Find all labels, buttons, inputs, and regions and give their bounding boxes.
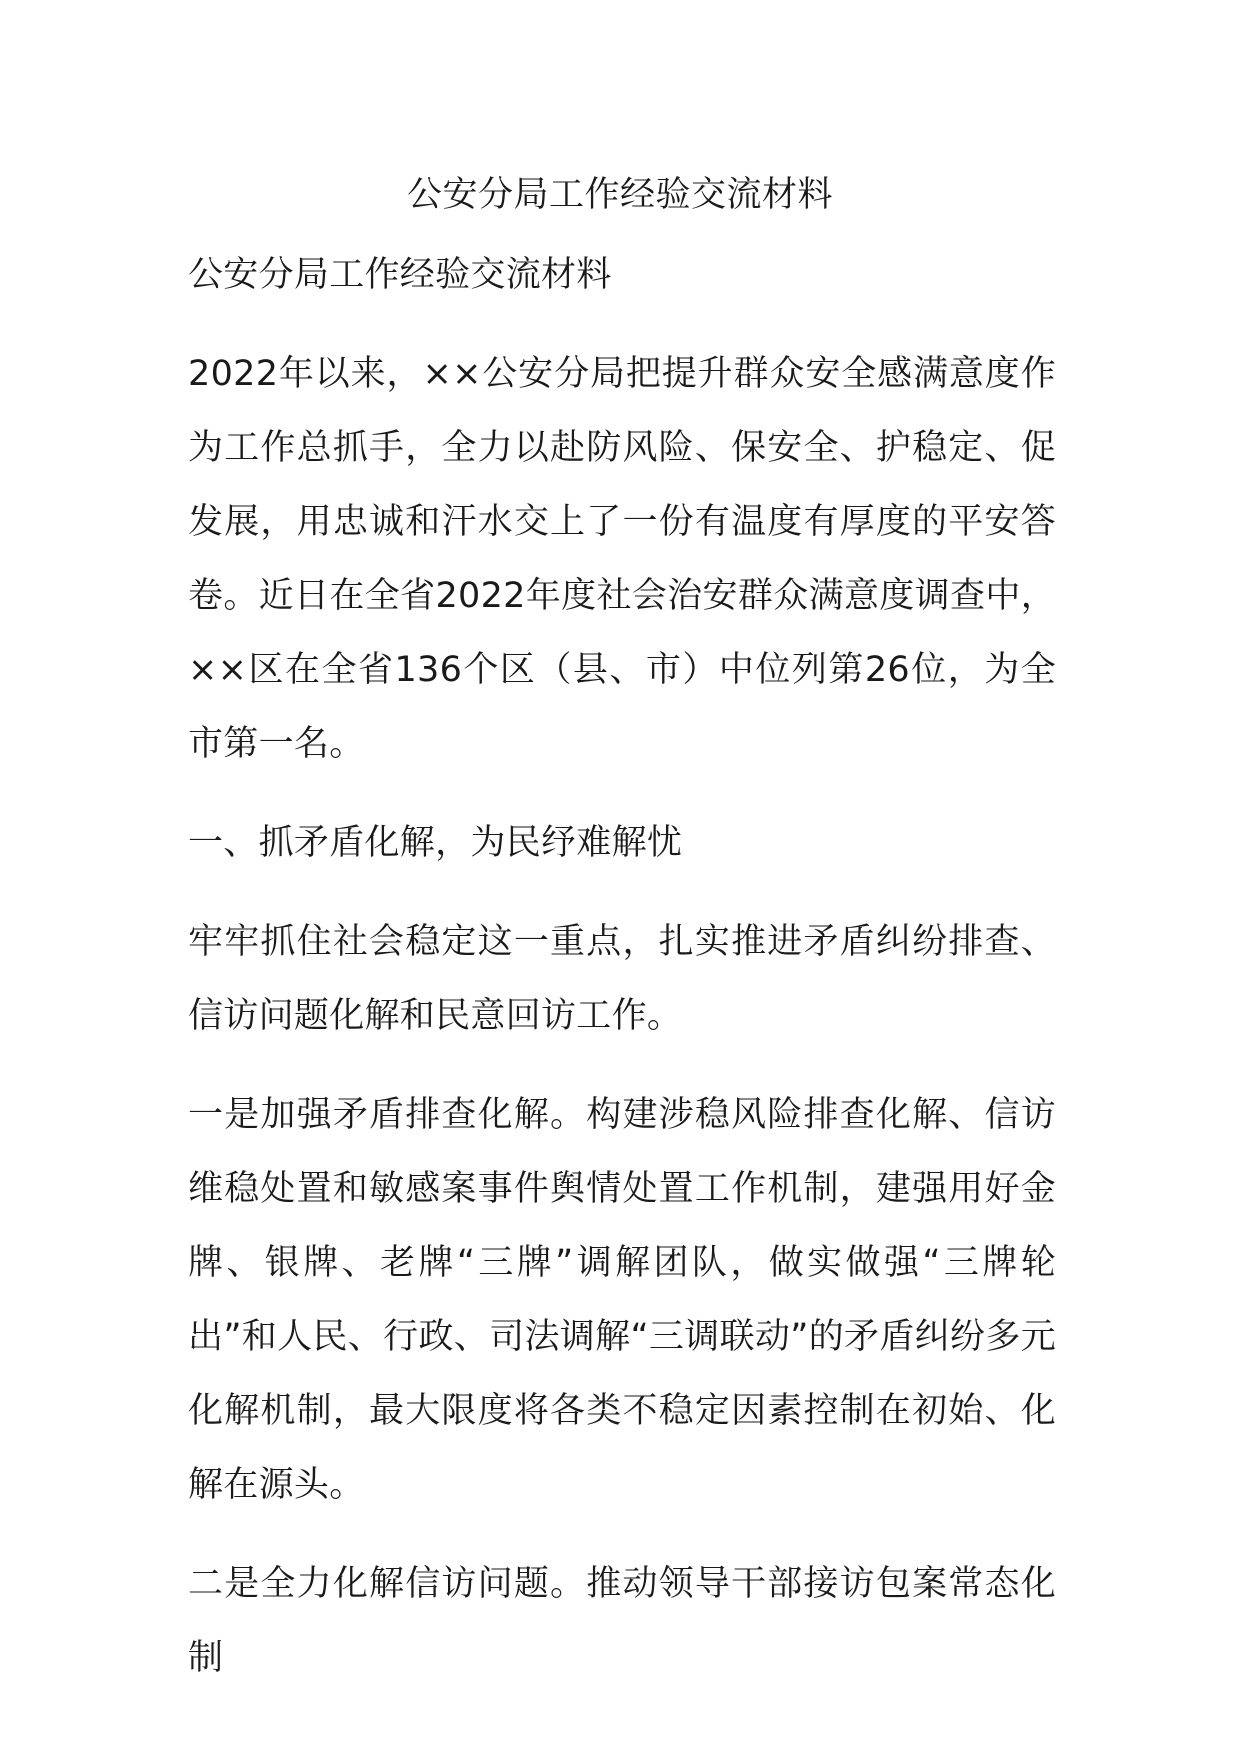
- section-intro-paragraph: 牢牢抓住社会稳定这一重点，扎实推进矛盾纠纷排查、信访问题化解和民意回访工作。: [188, 922, 1056, 1036]
- document-body: [188, 238, 1056, 1720]
- point-one-paragraph: 一是加强矛盾排查化解。构建涉稳风险排查化解、信访维稳处置和敏感案事件舆情处置工作机制，建强用好金牌、银牌、老牌“三牌”调解团队，做实做强“三牌轮出”和人民、行政、司法调解“三调联动”的矛盾纠纷多元化解机制，最大限度将各类不稳定因素控制在初始、化解在源头。: [188, 1095, 1056, 1505]
- section-heading: 一、抓矛盾化解，为民纾难解忧: [188, 823, 683, 863]
- document-title: 公安分局工作经验交流材料: [406, 175, 833, 215]
- point-two-paragraph: 二是全力化解信访问题。推动领导干部接访包案常态化制: [188, 1564, 1056, 1678]
- intro-paragraph: 2022年以来，××公安分局把提升群众安全感满意度作为工作总抓手，全力以赴防风险、保安全、护稳定、促发展，用忠诚和汗水交上了一份有温度有厚度的平安答卷。近日在全省2022年度社会治安群众满意度调查中，××区在全省136个区（县、市）中位列第26位，为全市第一名。: [188, 354, 1056, 764]
- subtitle-paragraph: 公安分局工作经验交流材料: [188, 255, 612, 295]
